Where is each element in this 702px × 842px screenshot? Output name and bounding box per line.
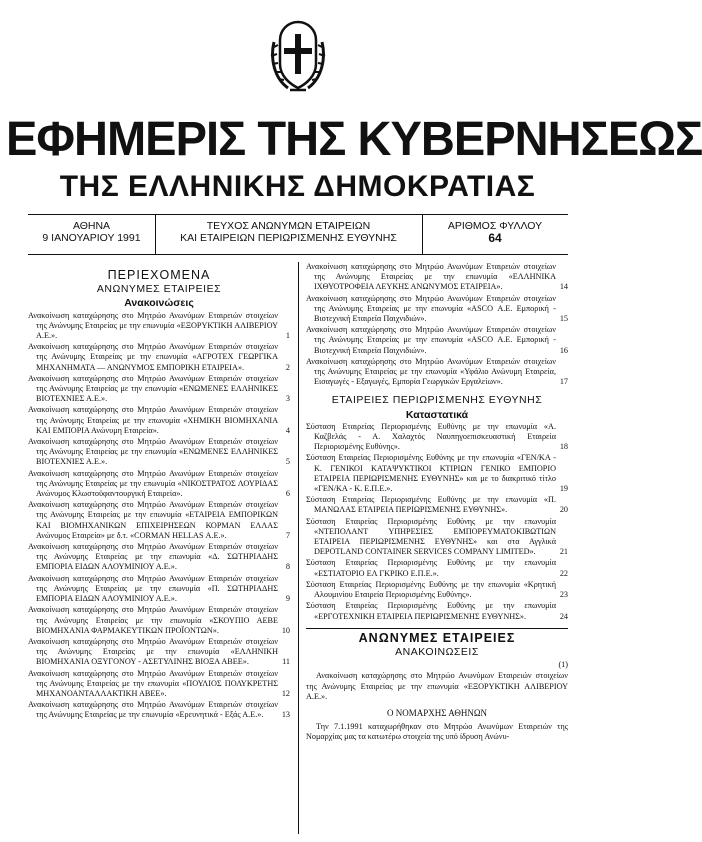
toc-entry	[306, 517, 568, 558]
toc-entry-page: 6	[285, 489, 290, 499]
issue-type-line1: ΤΕΥΧΟΣ ΑΝΩΝΥΜΩΝ ΕΤΑΙΡΕΙΩΝ	[206, 220, 371, 232]
toc-entry-page: 15	[559, 314, 568, 324]
notice-title: Ανακοίνωση καταχώρησης στο Μητρώο Ανωνύμων Εταιρειών στοιχείων της Ανώνυμης Εταιρείας με την επωνυμία «ΕΞΟΡΥΚΤΙΚΗ ΑΛΙΒΕΡΙΟΥ Α.Ε.».	[306, 671, 568, 701]
toc-entry-text: Ανακοίνωση καταχώρησης στο Μητρώο Ανωνύμων Εταιρειών στοιχείων της Ανώνυμης Εταιρείας με την επωνυμία «ΕΞΟΡΥΚΤΙΚΗ ΑΛΙΒΕΡΙΟΥ Α.Ε.».	[28, 310, 278, 341]
toc-entry	[306, 262, 568, 293]
body-subsection-heading: ΑΝΑΚΟΙΝΩΣΕΙΣ	[395, 645, 479, 658]
toc-entry-page: 14	[559, 282, 568, 292]
section-rule	[306, 628, 568, 629]
toc-entry	[306, 422, 568, 453]
toc-entry-text: Σύσταση Εταιρείας Περιορισμένης Ευθύνης με την επωνυμία «ΝΤΕΠΟΛΑΝΤ ΥΠΗΡΕΣΙΕΣ ΕΜΠΟΡΕΥΜΑΤΟΚΙΒΩΤΙΩΝ ΕΤΑΙΡΕΙΑ ΠΕΡΙΩΡΙΣΜΕΝΗΣ ΕΥΘΥΝΗΣ» και στα Αγγλικά DEPOTLAND CONTAINER SERVICES COMPANY LIMITED».	[306, 516, 556, 557]
issue-type-line2: ΚΑΙ ΕΤΑΙΡΕΙΩΝ ΠΕΡΙΩΡΙΣΜΕΝΗΣ ΕΥΘΥΝΗΣ	[180, 232, 397, 244]
toc-entry-page: 7	[285, 530, 290, 540]
sheet-number: 64	[488, 231, 502, 245]
toc-entry	[28, 342, 290, 373]
toc-entry-text: Ανακοίνωση καταχώρησης στο Μητρώο Ανωνύμων Εταιρειών στοιχείων της Ανώνυμης Εταιρείας με την επωνυμία «ΕΝΩΜΕΝΕΣ ΕΛΛΗΝΙΚΕΣ ΒΙΟΤΕΧΝΙΕΣ Α.Ε.».	[28, 373, 278, 404]
section-heading: ΕΤΑΙΡΕΙΕΣ ΠΕΡΙΩΡΙΣΜΕΝΗΣ ΕΥΘΥΝΗΣ	[331, 394, 543, 407]
toc-entry	[28, 574, 290, 605]
toc-entry	[306, 294, 568, 325]
toc-entry-text: Ανακοίνωση καταχώρησης στο Μητρώο Ανωνύμων Εταιρειών στοιχείων της Ανώνυμης Εταιρείας με την επωνυμία «ΕΤΑΙΡΕΙΑ ΕΜΠΟΡΙΚΩΝ ΚΑΙ ΒΙΟΜΗΧΑΝΙΚΩΝ ΕΠΙΧΕΙΡΗΣΕΩΝ ΚΟΡΜΑΝ ΕΛΛΑΣ Ανώνυμος Εταιρεία» με δ.τ. «CORMAN HELLAS Α.Ε.».	[28, 500, 278, 540]
toc-entry-text: Ανακοίνωση καταχώρησης στο Μητρώο Ανωνύμων Εταιρειών στοιχείων της Ανώνυμης Εταιρείας με την επωνυμία «ΠΟΥΛΙΟΣ ΠΟΛΥΚΡΕΤΗΣ ΜΗΧΑΝΟΑΝΤΑΛΛΑΚΤΙΚΗ ΑΒΕΕ».	[28, 668, 278, 698]
toc-entry	[306, 558, 568, 578]
left-column	[28, 266, 290, 722]
toc-entry-text: Ανακοίνωση καταχώρησης στο Μητρώο Ανωνύμων Εταιρειών στοιχείων της Ανώνυμης Εταιρείας με την επωνυμία «ΝΙΚΟΣΤΡΑΤΟΣ ΛΟΥΡΙΔΑΣ Ανώνυμος Κλωστοϋφαντουργική Εταιρεία».	[28, 468, 278, 499]
toc-entry-page: 16	[559, 345, 568, 355]
header-bottom-rule	[28, 254, 568, 255]
right-toc-list-2	[306, 422, 568, 622]
toc-entry-page: 9	[285, 594, 290, 604]
toc-entry-text: Σύσταση Εταιρείας Περιορισμένης Ευθύνης με την επωνυμία «Α. Καζβελάς - Α. Χαλαχτός Ναυπηγοεπισκευαστική Εταιρεία Περιορισμένης Ευθύνης».	[306, 421, 556, 452]
toc-entry-text: Σύσταση Εταιρείας Περιορισμένης Ευθύνης με την επωνυμία «ΓΕΝ/ΚΑ - Κ. ΓΕΝΙΚΟΙ ΚΑΤΑΨΥΚΤΙΚΟΙ ΚΤΙΡΙΩΝ ΓΕΝΙΚΟ ΕΜΠΟΡΙΟ ΕΤΑΙΡΕΙΑ ΠΕΡΙΩΡΙΣΜΕΝΗΣ ΕΥΘΥΝΗΣ» και με το διακριτικό τίτλο «ΓΕΝ/ΚΑ - Κ. Ε.Π.Ε.».	[306, 453, 556, 494]
header-top-rule	[28, 214, 568, 215]
left-toc-list	[28, 311, 290, 721]
toc-entry-text: Ανακοίνωση καταχώρησης στο Μητρώο Ανωνύμων Εταιρειών στοιχείων της Ανώνυμης Εταιρείας με την επωνυμία «ASCO Α.Ε. Εμπορική - Βιοτεχνική Εταιρεία Παιχνιδιών».	[306, 325, 556, 355]
toc-entry-page: 19	[559, 484, 568, 494]
toc-entry	[306, 495, 568, 515]
issue-place-date	[28, 220, 155, 244]
toc-entry-text: Ανακοίνωση καταχώρησης στο Μητρώο Ανωνύμων Εταιρειών στοιχείων της Ανώνυμης Εταιρείας με την επωνυμία «Π. ΣΩΤΗΡΙΑΔΗΣ ΕΜΠΟΡΙΑ ΕΙΔΩΝ ΑΛΟΥΜΙΝΙΟΥ Α.Ε.».	[28, 573, 278, 604]
toc-entry	[28, 669, 290, 700]
toc-entry-text: Ανακοίνωση καταχώρησης στο Μητρώο Ανωνύμων Εταιρειών στοιχείων της Ανώνυμης Εταιρείας με την επωνυμία «ΧΗΜΙΚΗ ΒΙΟΜΗΧΑΝΙΑ ΚΑΙ ΕΜΠΟΡΙΑ Ανώνυμη Εταιρεία».	[28, 405, 278, 435]
toc-entry-page: 10	[281, 625, 290, 635]
toc-entry-text: Ανακοίνωση καταχώρησης στο Μητρώο Ανωνύμων Εταιρειών στοιχείων της Ανώνυμης Εταιρείας με την επωνυμία «ΑΓΡΟΤΕΧ ΓΕΩΡΓΙΚΑ ΜΗΧΑΝΗΜΑΤΑ — ΑΝΩΝΥΜΟΣ ΕΜΠΟΡΙΚΗ ΕΤΑΙΡΕΙΑ».	[28, 342, 278, 372]
toc-entry	[28, 437, 290, 468]
toc-entry-page: 13	[281, 710, 290, 720]
toc-entry	[306, 580, 568, 600]
right-toc-list	[306, 262, 568, 387]
toc-entry-page: 20	[559, 505, 568, 515]
toc-entry	[306, 601, 568, 621]
toc-entry	[28, 605, 290, 636]
toc-entry-page: 12	[281, 688, 290, 698]
toc-entry-text: Ανακοίνωση καταχώρησης στο Μητρώο Ανωνύμων Εταιρειών στοιχείων της Ανώνυμης Εταιρείας με την επωνυμία «ΕΛΛΗΝΙΚΑ ΙΧΘΥΟΤΡΟΦΕΙΑ ΛΕΥΚΗΣ ΑΝΩΝΥΜΟΣ ΕΤΑΙΡΕΙΑ».	[306, 262, 556, 292]
toc-entry	[306, 325, 568, 356]
toc-entry	[306, 357, 568, 388]
toc-entry-page: 2	[285, 362, 290, 372]
toc-entry-page: 24	[559, 611, 568, 621]
toc-entry	[28, 374, 290, 405]
toc-entry	[28, 700, 290, 720]
toc-entry-text: Ανακοίνωση καταχώρησης στο Μητρώο Ανωνύμων Εταιρειών στοιχείων της Ανώνυμης Εταιρείας με την επωνυμία «ΕΛΛΗΝΙΚΗ ΒΙΟΜΗΧΑΝΙΑ ΟΞΥΓΟΝΟΥ - ΑΣΕΤΥΛΙΝΗΣ ΒΙΟΞΑ ΑΒΕΕ».	[28, 636, 278, 667]
toc-entry	[28, 500, 290, 541]
toc-entry	[28, 637, 290, 668]
toc-entry-page: 4	[285, 425, 290, 435]
issue-date: 9 ΙΑΝΟΥΑΡΙΟΥ 1991	[42, 232, 141, 244]
toc-entry-text: Ανακοίνωση καταχώρησης στο Μητρώο Ανωνύμων Εταιρειών στοιχείων της Ανώνυμης Εταιρείας με την επωνυμία «ASCO Α.Ε. Εμπορική - Βιοτεχνική Εταιρεία Παιχνιδιών».	[306, 293, 556, 324]
toc-entry-page: 5	[285, 457, 290, 467]
toc-entry-page: 23	[559, 590, 568, 600]
contents-heading: ΠΕΡΙΕΧΟΜΕΝΑ	[107, 268, 211, 282]
issue-city: ΑΘΗΝΑ	[72, 220, 111, 232]
toc-entry	[28, 405, 290, 436]
toc-entry	[306, 453, 568, 494]
toc-entry-page: 18	[559, 442, 568, 452]
toc-entry-text: Σύσταση Εταιρείας Περιορισμένης Ευθύνης με την επωνυμία «ΕΡΓΟΤΕΧΝΙΚΗ ΕΤΑΙΡΕΙΑ ΠΕΡΙΩΡΙΣΜΕΝΗΣ ΕΥΘΥΝΗΣ».	[306, 601, 556, 621]
toc-entry-text: Ανακοίνωση καταχώρησης στο Μητρώο Ανωνύμων Εταιρειών στοιχείων της Ανώνυμης Εταιρείας με την επωνυμία «ΕΝΩΜΕΝΕΣ ΕΛΛΗΝΙΚΕΣ ΒΙΟΤΕΧΝΙΕΣ Α.Ε.».	[28, 437, 278, 467]
toc-entry	[28, 469, 290, 500]
toc-entry-page: 21	[559, 547, 568, 557]
coat-of-arms-emblem	[266, 18, 330, 94]
toc-entry-text: Σύσταση Εταιρείας Περιορισμένης Ευθύνης με την επωνυμία «Π. ΜΑΝΩΛΑΣ ΕΤΑΙΡΕΙΑ ΠΕΡΙΩΡΙΣΜΕΝΗΣ ΕΥΘΥΝΗΣ».	[306, 495, 556, 515]
toc-entry-text: Σύσταση Εταιρείας Περιορισμένης Ευθύνης με την επωνυμία «Κρητική Αλουμινίου Εταιρεία Περιορισμένης Ευθύνης».	[306, 579, 556, 600]
toc-entry-page: 17	[559, 377, 568, 387]
gazette-subtitle: ΤΗΣ ΕΛΛΗΝΙΚΗΣ ΔΗΜΟΚΡΑΤΙΑΣ	[59, 170, 536, 203]
toc-entry-text: Ανακοίνωση καταχώρησης στο Μητρώο Ανωνύμων Εταιρειών στοιχείων της Ανώνυμης Εταιρείας με την επωνυμία «ΣΚΟΥΠΙΟ ΑΕΒΕ ΒΙΟΜΗΧΑΝΙΑ ΦΑΡΜΑΚΕΥΤΙΚΩΝ ΠΡΟΪΟΝΤΩΝ».	[28, 605, 278, 635]
notice-number: (1)	[558, 660, 568, 670]
toc-entry	[28, 311, 290, 342]
toc-entry-text: Ανακοίνωση καταχώρησης στο Μητρώο Ανωνύμων Εταιρειών στοιχείων της Ανώνυμης Εταιρείας με την επωνυμία «Υφάλιο Ανώνυμη Εταιρεία, Εισαγωγές - Εξαγωγές, Εμπορία Γεωργικών Εργαλείων».	[306, 356, 556, 387]
sheet-number-label: ΑΡΙΘΜΟΣ ΦΥΛΛΟΥ	[447, 220, 543, 232]
right-column	[306, 262, 568, 743]
toc-entry-text: Ανακοίνωση καταχώρησης στο Μητρώο Ανωνύμων Εταιρειών στοιχείων της Ανώνυμης Εταιρείας με την επωνυμία «Ερευνητικά - Εξάς Α.Ε.».	[28, 700, 278, 720]
toc-entry	[28, 542, 290, 573]
section-heading: ΑΝΩΝΥΜΕΣ ΕΤΑΙΡΕΙΕΣ	[96, 283, 222, 296]
column-divider	[298, 262, 299, 834]
issue-type	[155, 220, 422, 244]
body-section-heading: ΑΝΩΝΥΜΕΣ ΕΤΑΙΡΕΙΕΣ	[358, 630, 516, 645]
toc-entry-text: Σύσταση Εταιρείας Περιορισμένης Ευθύνης με την επωνυμία «ΕΣΤΙΑΤΟΡΙΟ ΕΛ ΓΚΡΙΚΟ Ε.Π.Ε.».	[306, 558, 556, 578]
toc-entry-page: 3	[285, 394, 290, 404]
notice-body: Την 7.1.1991 καταχωρήθηκαν στο Μητρώο Ανωνύμων Εταιρειών της Νομαρχίας μας τα κατωτέρω στοιχεία της υπό ίδρυση Ανώνυ-	[306, 722, 568, 742]
subsection-heading: Ανακοινώσεις	[124, 297, 194, 310]
prefect-heading: Ο ΝΟΜΑΡΧΗΣ ΑΘΗΝΩΝ	[386, 707, 488, 718]
gazette-title: ΕΦΗΜΕΡΙΣ ΤΗΣ ΚΥΒΕΡΝΗΣΕΩΣ	[5, 113, 702, 166]
toc-entry-text: Ανακοίνωση καταχώρησης στο Μητρώο Ανωνύμων Εταιρειών στοιχείων της Ανώνυμης Εταιρείας με την επωνυμία «Δ. ΣΩΤΗΡΙΑΔΗΣ ΕΜΠΟΡΙΑ ΕΙΔΩΝ ΑΛΟΥΜΙΝΙΟΥ Α.Ε.».	[28, 542, 278, 572]
sheet-number-box	[422, 220, 568, 244]
toc-entry-page: 22	[559, 568, 568, 578]
subsection-heading: Καταστατικά	[405, 408, 469, 421]
toc-entry-page: 8	[285, 562, 290, 572]
toc-entry-page: 1	[285, 331, 290, 341]
toc-entry-page: 11	[282, 657, 290, 667]
